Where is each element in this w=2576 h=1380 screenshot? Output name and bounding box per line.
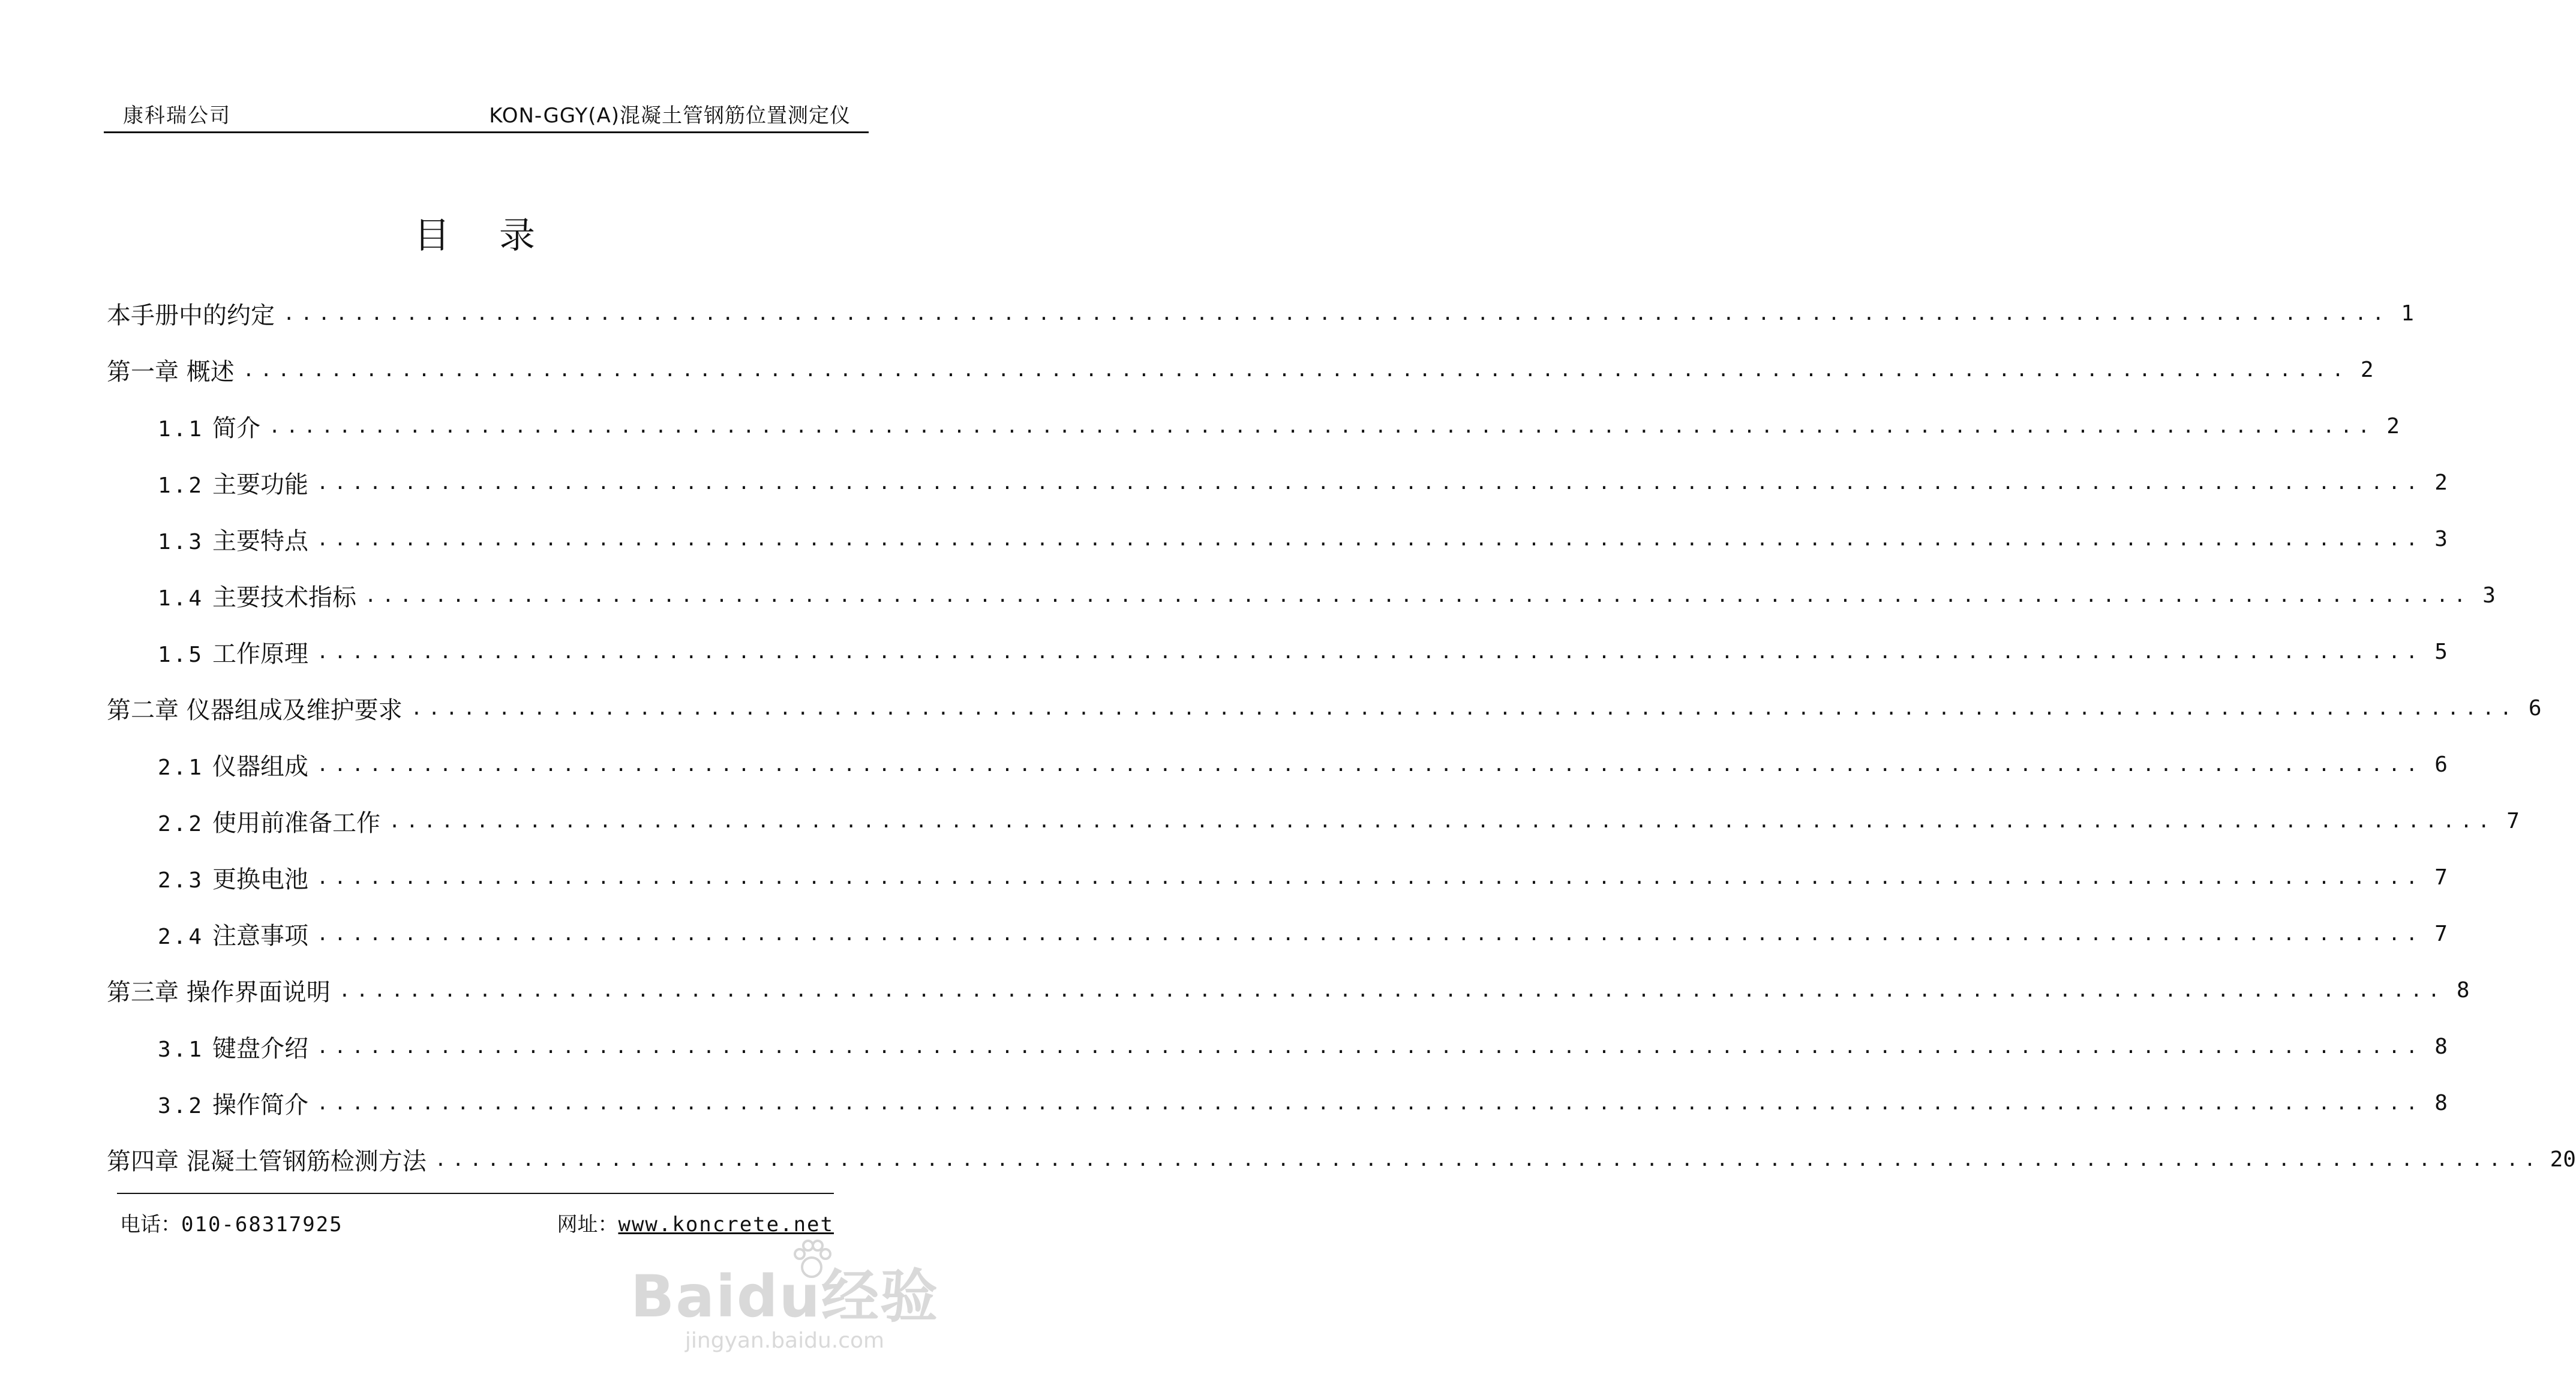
footer-divider bbox=[117, 1193, 834, 1194]
watermark bbox=[629, 1251, 941, 1371]
footer-website bbox=[557, 1208, 834, 1237]
toc-entry-title bbox=[158, 466, 308, 500]
toc-entry-text: 第二章 仪器组成及维护要求 bbox=[107, 696, 403, 724]
toc-entry-number: 1.3 bbox=[158, 529, 205, 554]
toc-entry-text: 第三章 操作界面说明 bbox=[107, 978, 331, 1006]
toc-entry[interactable] bbox=[107, 398, 2400, 454]
toc-dot-leader: ........................................................................................................................ bbox=[283, 302, 2390, 325]
toc-entry-page: 8 bbox=[2434, 1090, 2448, 1115]
toc-entry[interactable] bbox=[107, 793, 2520, 849]
toc-entry-page: 6 bbox=[2528, 695, 2542, 721]
watermark-logo: Baidu经验 bbox=[631, 1263, 939, 1330]
watermark-url: jingyan.baidu.com bbox=[684, 1328, 885, 1353]
toc-entry-text: 主要技术指标 bbox=[212, 583, 357, 611]
toc-entry-page: 2 bbox=[2386, 413, 2400, 439]
toc-entry-page: 2 bbox=[2434, 470, 2448, 495]
toc-entry-number: 3.2 bbox=[158, 1093, 205, 1118]
toc-entry-page: 7 bbox=[2506, 808, 2520, 833]
toc-entry-page: 20 bbox=[2550, 1147, 2576, 1172]
footer-website-label: 网址： bbox=[557, 1213, 619, 1237]
toc-entry-text: 主要特点 bbox=[212, 527, 309, 555]
toc-dot-leader: ........................................................................................................................ bbox=[317, 753, 2424, 776]
toc-entry-number: 2.1 bbox=[158, 755, 205, 780]
page-title-char-1: 目 bbox=[414, 215, 454, 257]
toc-dot-leader: ........................................................................................................................ bbox=[242, 358, 2350, 381]
toc-entry-page: 7 bbox=[2434, 865, 2448, 890]
toc-entry-page: 2 bbox=[2360, 357, 2374, 382]
toc-entry[interactable] bbox=[107, 285, 2414, 341]
toc-entry-text: 第一章 概述 bbox=[107, 358, 235, 386]
toc-entry-text: 更换电池 bbox=[212, 865, 309, 893]
toc-entry-page: 7 bbox=[2434, 921, 2448, 946]
toc-entry[interactable] bbox=[107, 454, 2448, 511]
toc-entry-text: 主要功能 bbox=[212, 470, 309, 499]
toc-entry-text: 仪器组成 bbox=[212, 752, 309, 781]
toc-dot-leader: ........................................................................................................................ bbox=[365, 584, 2472, 607]
toc-entry[interactable] bbox=[107, 341, 2374, 398]
toc-entry-title bbox=[158, 860, 308, 895]
toc-entry-title bbox=[158, 578, 356, 613]
toc-entry-title bbox=[158, 748, 308, 782]
toc-entry-text: 本手册中的约定 bbox=[107, 301, 275, 329]
toc-entry-number: 3.1 bbox=[158, 1037, 205, 1062]
toc-entry[interactable] bbox=[107, 905, 2448, 962]
header-company: 康科瑞公司 bbox=[123, 104, 231, 128]
toc-entry[interactable] bbox=[107, 736, 2448, 793]
page-title bbox=[0, 207, 953, 259]
toc-entry-number: 1.2 bbox=[158, 473, 205, 498]
toc-dot-leader: ........................................................................................................................ bbox=[317, 866, 2424, 889]
footer-website-link[interactable]: www.koncrete.net bbox=[618, 1213, 834, 1237]
header-product-title: KON-GGY(A)混凝土管钢筋位置测定仪 bbox=[489, 104, 851, 128]
toc-entry-number: 1.4 bbox=[158, 586, 205, 611]
toc-entry-number: 2.2 bbox=[158, 811, 205, 836]
header-divider bbox=[104, 131, 869, 133]
toc-entry[interactable] bbox=[107, 511, 2448, 567]
toc-entry-title bbox=[158, 522, 308, 556]
footer-phone-value: 010-68317925 bbox=[181, 1213, 343, 1237]
footer-phone bbox=[120, 1208, 343, 1237]
toc-entry-title bbox=[107, 296, 275, 331]
toc-entry-page: 8 bbox=[2456, 977, 2470, 1003]
toc-entry[interactable] bbox=[107, 1131, 2576, 1187]
toc-entry-text: 键盘介绍 bbox=[212, 1034, 309, 1063]
toc-entry-text: 使用前准备工作 bbox=[212, 809, 381, 837]
toc-entry-text: 工作原理 bbox=[212, 640, 309, 668]
toc-entry-title bbox=[158, 1086, 308, 1120]
toc-dot-leader: ........................................................................................................................ bbox=[317, 640, 2424, 663]
toc-entry-page: 5 bbox=[2434, 639, 2448, 664]
toc-entry-title bbox=[158, 635, 308, 669]
toc-entry-page: 8 bbox=[2434, 1034, 2448, 1059]
page-title-char-2: 录 bbox=[499, 215, 539, 257]
toc-entry-title bbox=[107, 1142, 427, 1177]
toc-entry-title bbox=[107, 973, 331, 1007]
toc-entry[interactable] bbox=[107, 962, 2470, 1018]
toc-dot-leader: ........................................................................................................................ bbox=[317, 527, 2424, 550]
toc-entry[interactable] bbox=[107, 1075, 2448, 1131]
toc-dot-leader: ........................................................................................................................ bbox=[317, 922, 2424, 945]
toc-entry-text: 第四章 混凝土管钢筋检测方法 bbox=[107, 1147, 427, 1175]
toc-entry-title bbox=[158, 804, 380, 838]
toc-dot-leader: ........................................................................................................................ bbox=[317, 471, 2424, 494]
toc-entry-number: 1.1 bbox=[158, 416, 205, 442]
toc-entry-text: 简介 bbox=[212, 414, 261, 442]
toc-dot-leader: ........................................................................................................................ bbox=[434, 1148, 2542, 1171]
toc-entry-text: 注意事项 bbox=[212, 922, 309, 950]
toc-entry-number: 1.5 bbox=[158, 642, 205, 667]
toc-entry-page: 6 bbox=[2434, 752, 2448, 777]
footer-phone-label: 电话： bbox=[120, 1213, 181, 1237]
toc-entry-page: 3 bbox=[2434, 526, 2448, 551]
table-of-contents bbox=[107, 285, 2576, 1187]
toc-entry[interactable] bbox=[107, 623, 2448, 680]
toc-dot-leader: ........................................................................................................................ bbox=[389, 809, 2496, 832]
toc-dot-leader: ........................................................................................................................ bbox=[317, 1091, 2424, 1114]
toc-dot-leader: ........................................................................................................................ bbox=[338, 979, 2446, 1001]
toc-entry-text: 操作简介 bbox=[212, 1091, 309, 1119]
toc-entry[interactable] bbox=[107, 567, 2496, 623]
toc-entry[interactable] bbox=[107, 1018, 2448, 1075]
toc-dot-leader: ........................................................................................................................ bbox=[317, 1035, 2424, 1058]
toc-entry[interactable] bbox=[107, 849, 2448, 905]
toc-entry-title bbox=[107, 691, 403, 725]
toc-entry-title bbox=[158, 917, 308, 951]
toc-dot-leader: ........................................................................................................................ bbox=[269, 415, 2376, 437]
toc-dot-leader: ........................................................................................................................ bbox=[410, 697, 2518, 719]
toc-entry-number: 2.4 bbox=[158, 924, 205, 949]
toc-entry-title bbox=[158, 409, 260, 443]
toc-entry[interactable] bbox=[107, 680, 2542, 736]
toc-entry-title bbox=[107, 353, 235, 387]
toc-entry-title bbox=[158, 1030, 308, 1064]
toc-entry-page: 3 bbox=[2482, 583, 2496, 608]
toc-entry-page: 1 bbox=[2401, 301, 2414, 326]
toc-entry-number: 2.3 bbox=[158, 868, 205, 893]
